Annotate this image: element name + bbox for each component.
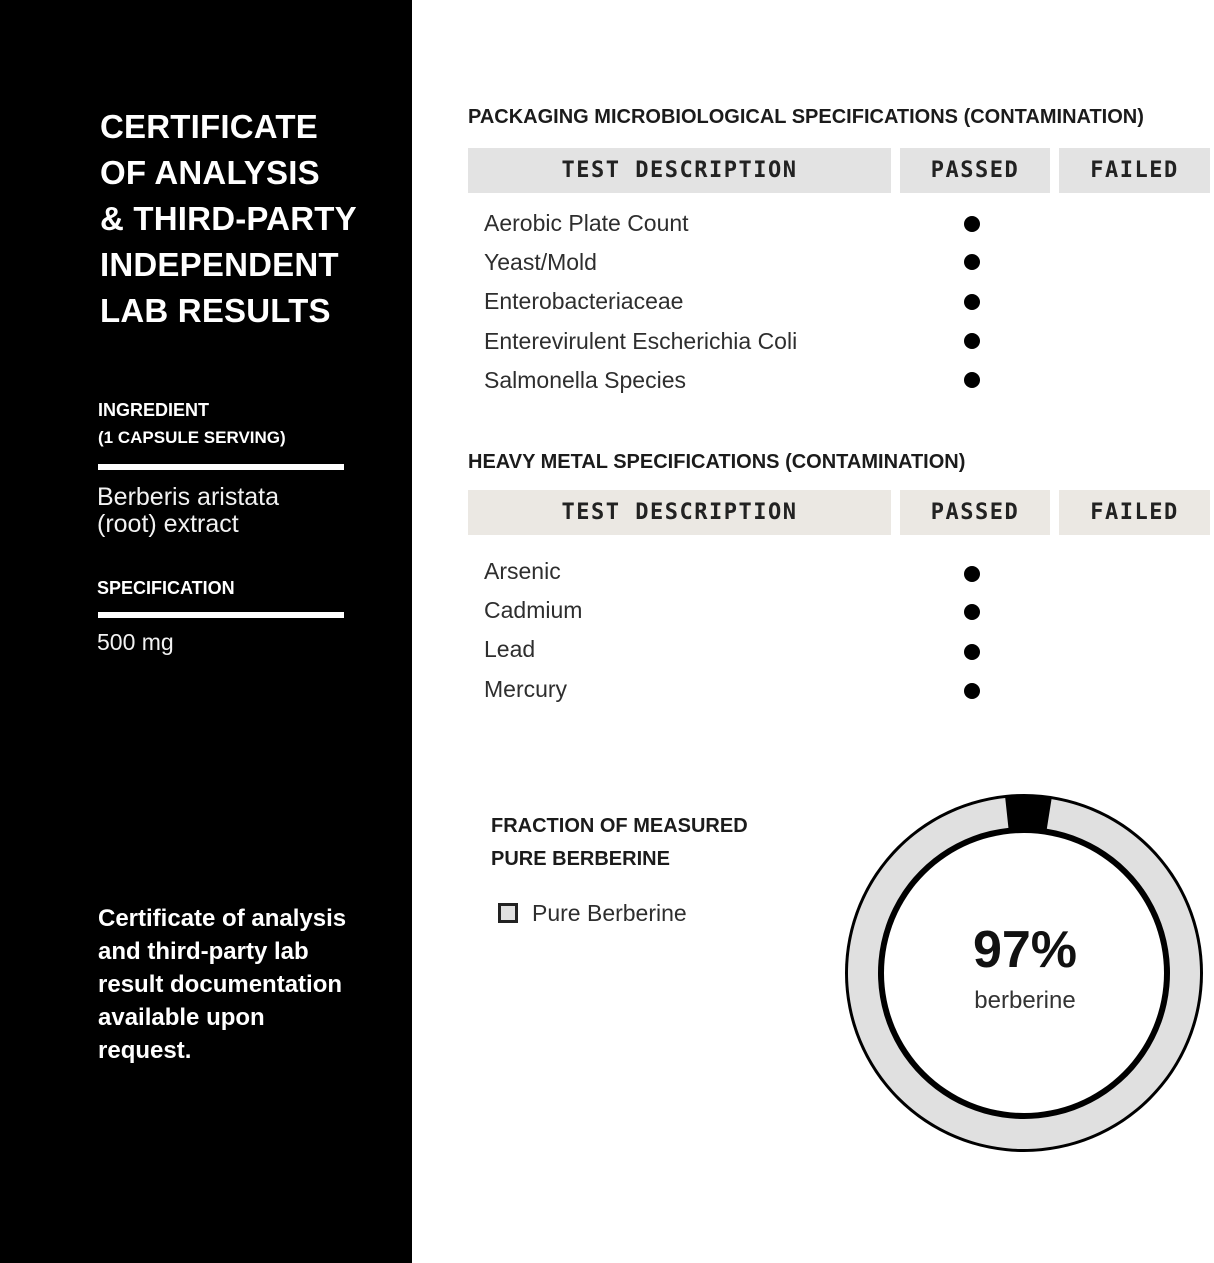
heavy-metal-header-passed: PASSED (900, 490, 1050, 535)
heavy-metal-header-failed: FAILED (1059, 490, 1210, 535)
fraction-section-title (491, 810, 748, 876)
passed-dot (964, 566, 980, 582)
note-line: request. (98, 1037, 192, 1064)
fraction-title-line: PURE BERBERINE (491, 848, 670, 870)
note-line: result documentation (98, 971, 343, 998)
passed-dot (964, 604, 980, 620)
heavy-metal-row-label: Arsenic (484, 558, 561, 584)
packaging-row-label: Enterevirulent Escherichia Coli (484, 328, 798, 354)
packaging-row-label: Aerobic Plate Count (484, 210, 689, 236)
packaging-section-title: PACKAGING MICROBIOLOGICAL SPECIFICATIONS (CONTAMINATION) (468, 106, 1144, 128)
title-line: LAB RESULTS (100, 292, 331, 329)
ingredient-label: INGREDIENT (98, 400, 210, 420)
packaging-header-passed: PASSED (900, 148, 1050, 193)
ingredient-value-detail: (root) extract (97, 510, 239, 538)
availability-note (98, 902, 378, 1067)
note-line: and third-party lab (98, 938, 309, 965)
sidebar (0, 0, 412, 1263)
packaging-row-label: Yeast/Mold (484, 249, 597, 275)
heavy-metal-row-label: Lead (484, 636, 536, 662)
passed-dot (964, 294, 980, 310)
percent-caption: berberine (974, 987, 1076, 1014)
legend-swatch (498, 903, 518, 923)
packaging-header-description: TEST DESCRIPTION (468, 148, 891, 193)
passed-dot (964, 683, 980, 699)
title-line: CERTIFICATE (100, 108, 318, 145)
packaging-header-failed: FAILED (1059, 148, 1210, 193)
specification-value: 500 mg (97, 629, 174, 655)
page-title (100, 104, 400, 334)
passed-dot (964, 644, 980, 660)
note-line: Certificate of analysis (98, 905, 347, 932)
heavy-metal-row-label: Cadmium (484, 597, 583, 623)
heavy-metal-header-description: TEST DESCRIPTION (468, 490, 891, 535)
ingredient-serving-label: (1 CAPSULE SERVING) (98, 428, 286, 447)
passed-dot (964, 254, 980, 270)
percent-value: 97% (972, 921, 1078, 979)
heavy-metal-section-title: HEAVY METAL SPECIFICATIONS (CONTAMINATION) (468, 451, 966, 473)
specification-divider (98, 612, 344, 618)
fraction-title-line: FRACTION OF MEASURED (491, 815, 748, 837)
note-line: available upon (98, 1004, 265, 1031)
ingredient-value: Berberis aristata (97, 483, 280, 511)
title-line: OF ANALYSIS (100, 154, 320, 191)
title-line: INDEPENDENT (100, 246, 339, 283)
passed-dot (964, 372, 980, 388)
ingredient-divider (98, 464, 344, 470)
specification-label: SPECIFICATION (97, 578, 235, 598)
packaging-row-label: Enterobacteriaceae (484, 288, 684, 314)
heavy-metal-row-label: Mercury (484, 676, 568, 702)
legend-label: Pure Berberine (532, 900, 687, 926)
title-line: & THIRD-PARTY (100, 200, 357, 237)
passed-dot (964, 333, 980, 349)
donut-segment-remainder (1012, 797, 1045, 828)
passed-dot (964, 216, 980, 232)
packaging-row-label: Salmonella Species (484, 367, 687, 393)
